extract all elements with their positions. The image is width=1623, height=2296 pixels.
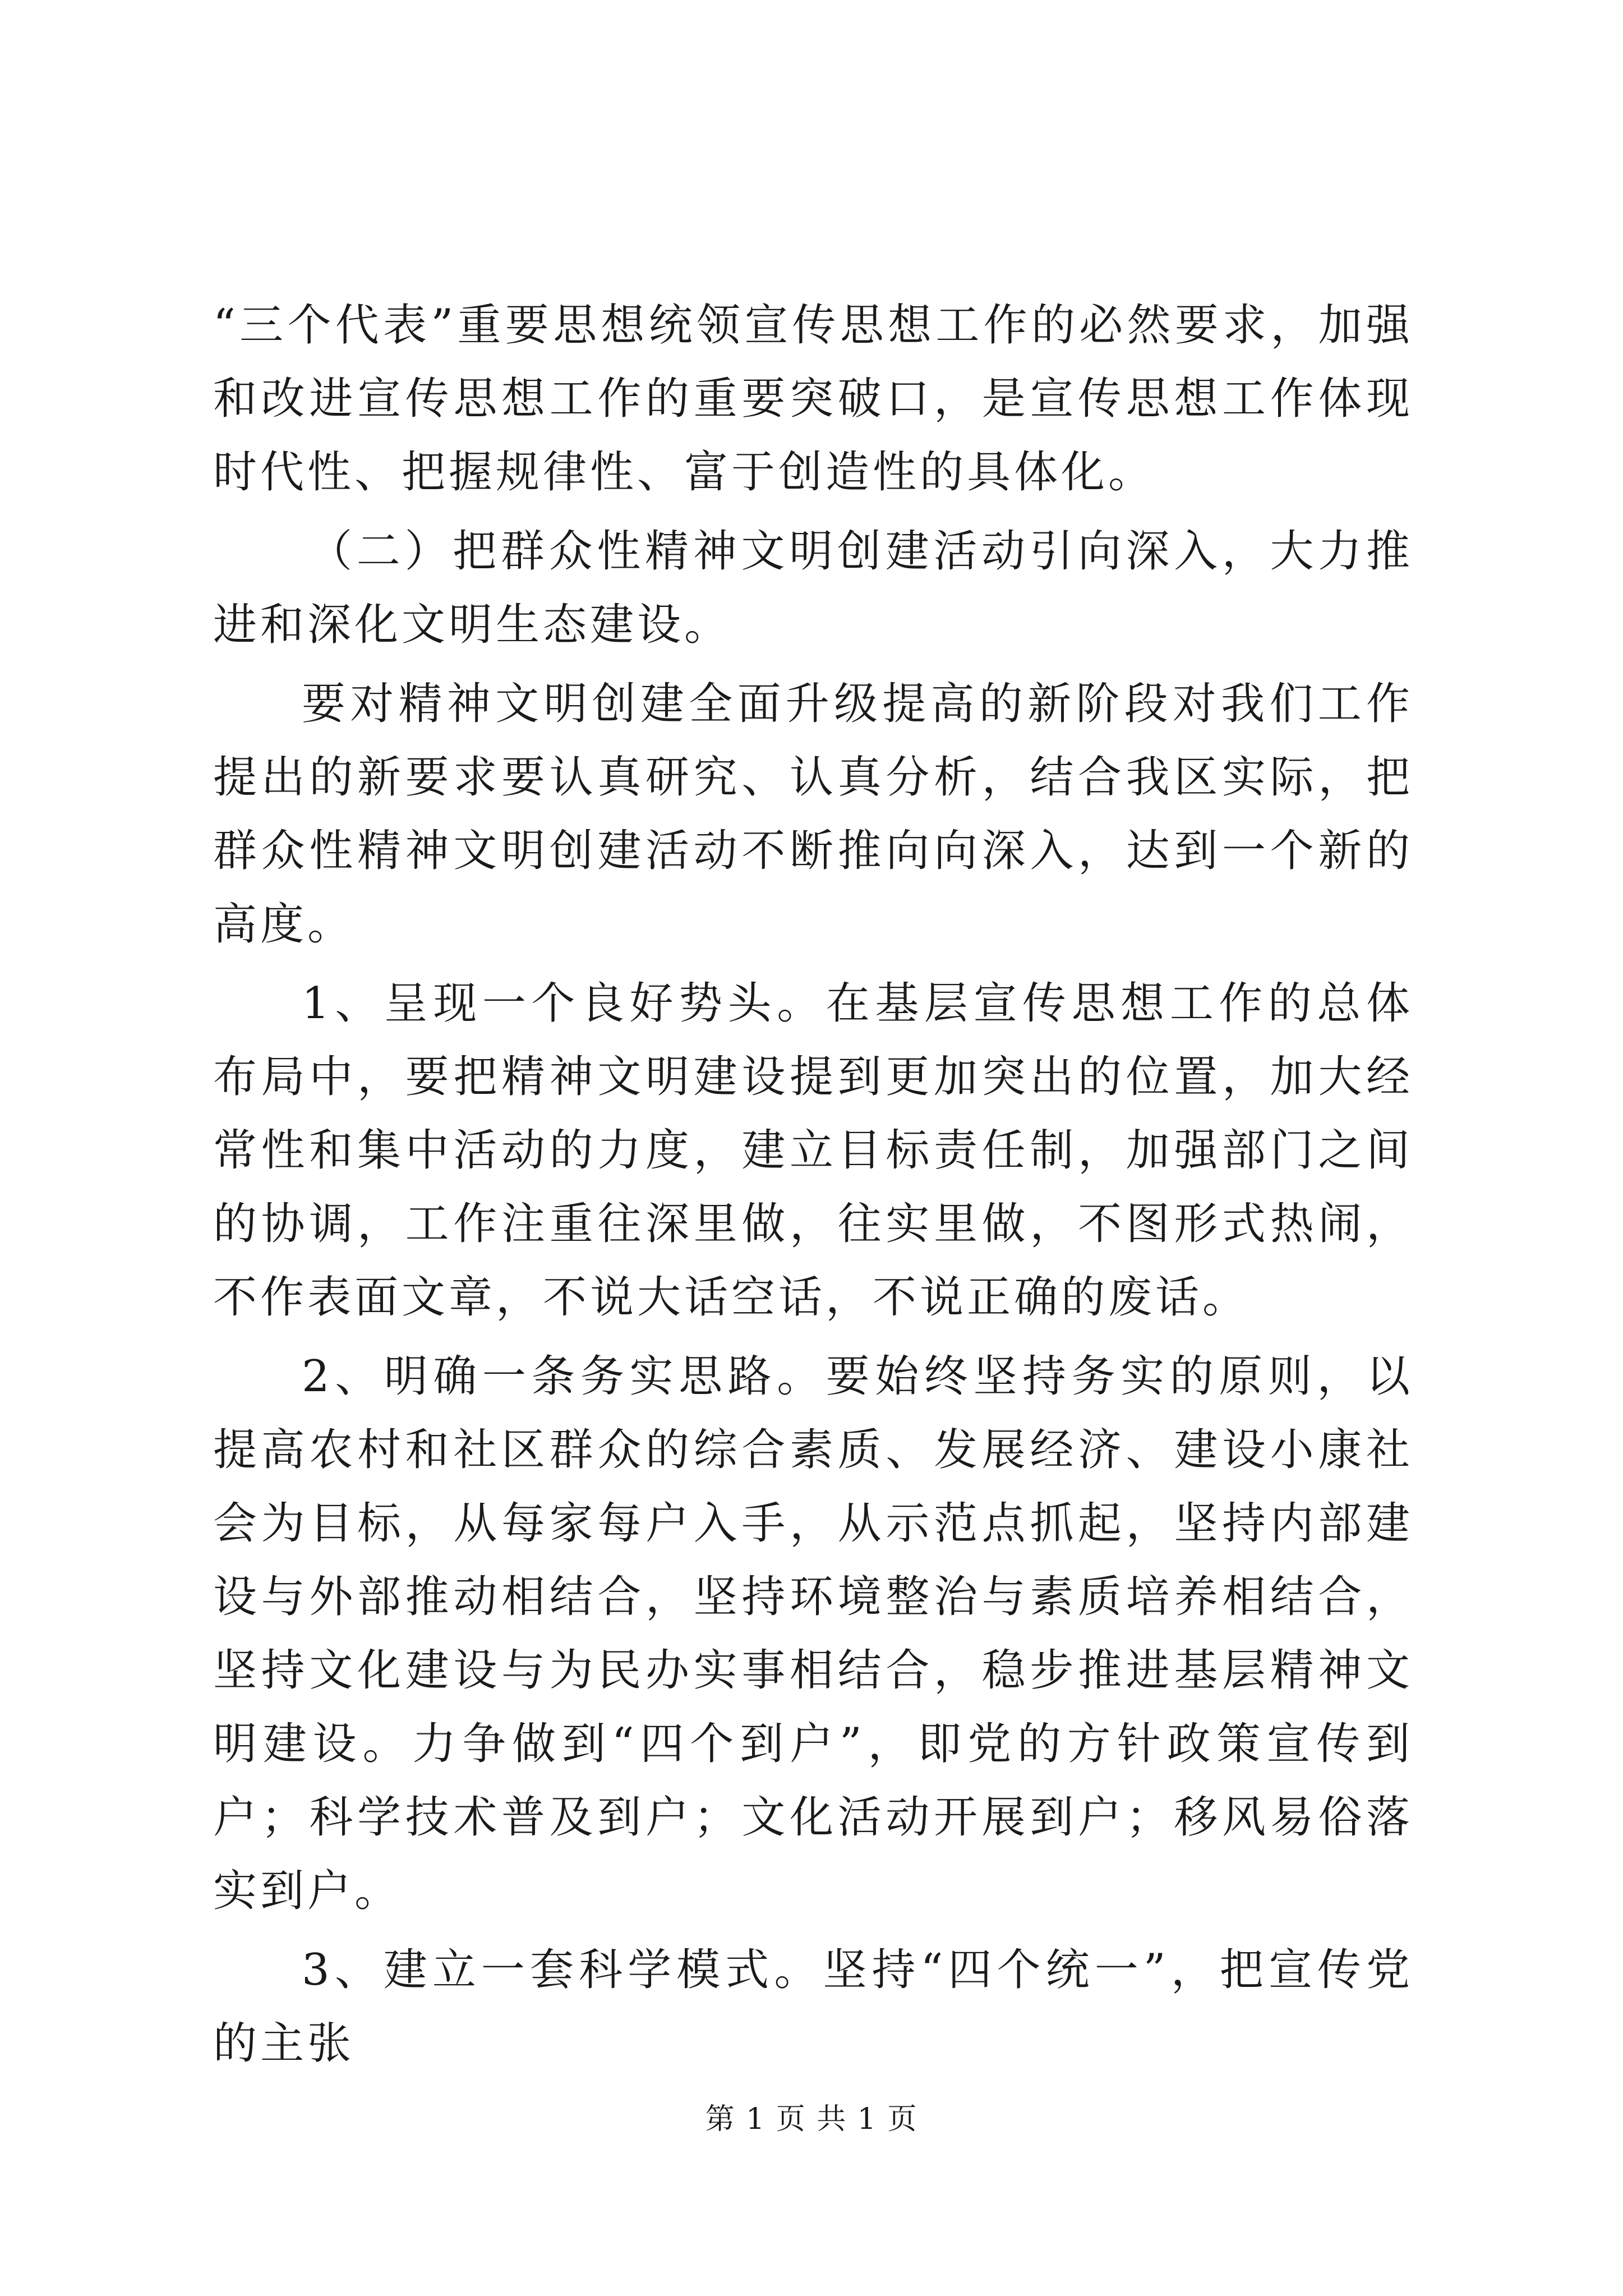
paragraph-intro: 要对精神文明创建全面升级提高的新阶段对我们工作提出的新要求要认真研究、认真分析，结合我区实际，把群众性精神文明创建活动不断推向向深入，达到一个新的高度。 [213, 679, 1413, 950]
document-body [213, 289, 1413, 2081]
paragraph-item-3: 3、建立一套科学模式。坚持“四个统一”，把宣传党的主张 [213, 1945, 1413, 2069]
paragraph-continuation: “三个代表”重要思想统领宣传思想工作的必然要求，加强和改进宣传思想工作的重要突破口，是宣传思想工作体现时代性、把握规律性、富于创造性的具体化。 [213, 300, 1413, 498]
paragraph-item-1: 1、呈现一个良好势头。在基层宣传思想工作的总体布局中，要把精神文明建设提到更加突出的位置，加大经常性和集中活动的力度，建立目标责任制，加强部门之间的协调，工作注重往深里做，往实里做，不图形式热闹，不作表面文章，不说大话空话，不说正确的废话。 [213, 978, 1413, 1323]
paragraph-item-2: 2、明确一条务实思路。要始终坚持务实的原则，以提高农村和社区群众的综合素质、发展经济、建设小康社会为目标，从每家每户入手，从示范点抓起，坚持内部建设与外部推动相结合，坚持环境整治与素质培养相结合，坚持文化建设与为民办实事相结合，稳步推进基层精神文明建设。力争做到“四个到户”，即党的方针政策宣传到户；科学技术普及到户；文化活动开展到户；移风易俗落实到户。 [213, 1351, 1413, 1916]
page-footer: 第 1 页 共 1 页 [705, 2102, 918, 2136]
paragraph-section-heading: （二）把群众性精神文明创建活动引向深入，大力推进和深化文明生态建设。 [213, 526, 1413, 650]
